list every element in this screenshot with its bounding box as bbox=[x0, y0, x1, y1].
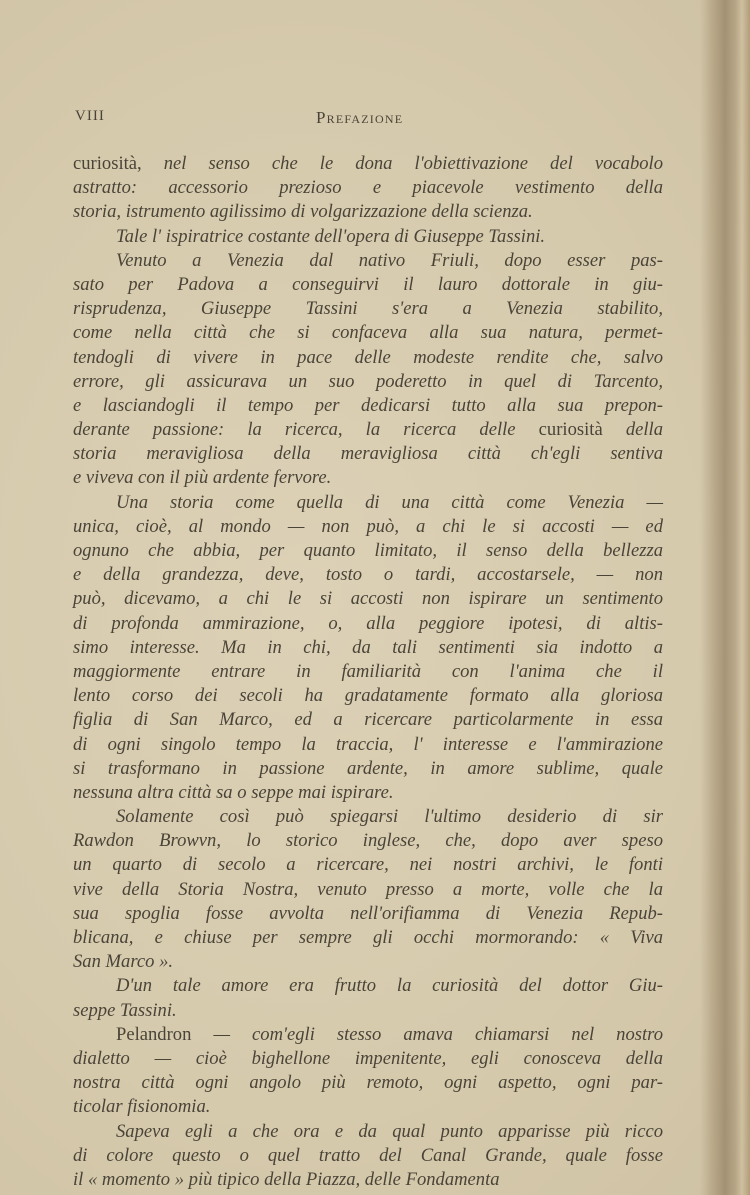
line-text: San Marco ». bbox=[73, 951, 174, 973]
line-text: ticolar fisionomia. bbox=[73, 1096, 211, 1118]
text-line bbox=[73, 829, 663, 853]
line-text: il « momento » più tipico della Piazza, delle Fondamenta bbox=[73, 1168, 500, 1190]
text-line bbox=[73, 152, 663, 176]
text-line bbox=[73, 297, 663, 321]
text-line bbox=[73, 176, 663, 200]
text-line bbox=[73, 1023, 663, 1047]
text-line bbox=[73, 708, 663, 732]
line-text: errore, gli assicurava un suo poderetto in quel di Tarcento, bbox=[73, 370, 663, 392]
text-line bbox=[73, 1047, 663, 1071]
text-line bbox=[73, 684, 663, 708]
running-head-title: Prefazione bbox=[316, 108, 404, 127]
text-line bbox=[73, 1071, 663, 1095]
text-line bbox=[73, 563, 663, 587]
line-text: di profonda ammirazione, o, alla peggiore ipotesi, di altis- bbox=[73, 612, 663, 634]
line-text: seppe Tassini. bbox=[73, 999, 177, 1021]
text-line bbox=[73, 442, 663, 466]
text-line bbox=[73, 539, 663, 563]
line-text: Una storia come quella di una città come Venezia — bbox=[116, 491, 663, 513]
text-line bbox=[73, 733, 663, 757]
text-line bbox=[73, 950, 663, 974]
line-text: astratto: accessorio prezioso e piacevole vestimento della bbox=[73, 177, 663, 199]
text-line bbox=[73, 273, 663, 297]
roman-word: Pelandron bbox=[116, 1023, 192, 1045]
text-line bbox=[73, 878, 663, 902]
line-text: D'un tale amore era frutto la curiosità del dottor Giu- bbox=[116, 975, 663, 997]
text-line bbox=[73, 902, 663, 926]
line-text: figlia di San Marco, ed a ricercare particolarmente in essa bbox=[73, 709, 663, 731]
line-text: Venuto a Venezia dal nativo Friuli, dopo esser pas- bbox=[116, 249, 663, 271]
text-line bbox=[73, 757, 663, 781]
line-text: e della grandezza, deve, tosto o tardi, accostarsele, — non bbox=[73, 564, 663, 586]
line-text: vive della Storia Nostra, venuto presso a morte, volle che la bbox=[73, 878, 663, 900]
text-line bbox=[73, 346, 663, 370]
text-line bbox=[73, 370, 663, 394]
text-line bbox=[73, 491, 663, 515]
roman-word: curiosità bbox=[538, 419, 603, 441]
text-line bbox=[73, 418, 663, 442]
text-line bbox=[73, 200, 663, 224]
text-line bbox=[73, 636, 663, 660]
line-text: Solamente così può spiegarsi l'ultimo desiderio di sir bbox=[116, 806, 663, 828]
line-text: ognuno che abbia, per quanto limitato, il senso della bellezza bbox=[73, 540, 663, 561]
line-text: della bbox=[602, 419, 664, 441]
line-text: derante passione: la ricerca, la ricerca delle bbox=[73, 419, 539, 441]
text-line bbox=[73, 466, 663, 490]
text-line bbox=[73, 515, 663, 539]
line-text: sua spoglia fosse avvolta nell'orifiamma di Venezia Repub- bbox=[73, 902, 663, 924]
text-line bbox=[73, 1120, 663, 1144]
running-head bbox=[0, 108, 750, 130]
line-text: sato per Padova a conseguirvi il lauro dottorale in giu- bbox=[73, 273, 663, 295]
body-text bbox=[73, 152, 663, 1192]
text-line bbox=[73, 1095, 663, 1119]
text-line bbox=[73, 1168, 663, 1192]
line-text: un quarto di secolo a ricercare, nei nostri archivi, le fonti bbox=[73, 854, 663, 876]
text-line bbox=[73, 1144, 663, 1168]
text-line bbox=[73, 974, 663, 998]
line-text: simo interesse. Ma in chi, da tali sentimenti sia indotto a bbox=[73, 636, 663, 658]
line-text: nel senso che le dona l'obiettivazione del vocabolo bbox=[141, 153, 663, 174]
line-text: di ogni singolo tempo la traccia, l' interesse e l'ammirazione bbox=[73, 733, 663, 755]
text-line bbox=[73, 321, 663, 345]
text-line bbox=[73, 805, 663, 829]
text-line bbox=[73, 587, 663, 611]
page-number: VIII bbox=[75, 108, 105, 124]
text-line bbox=[73, 999, 663, 1023]
line-text: blicana, e chiuse per sempre gli occhi mormorando: « Viva bbox=[73, 927, 663, 948]
line-text: storia, istrumento agilissimo di volgarizzazione della scienza. bbox=[73, 201, 533, 223]
text-line bbox=[73, 660, 663, 684]
line-text: Sapeva egli a che ora e da qual punto apparisse più ricco bbox=[116, 1120, 663, 1142]
text-line bbox=[73, 926, 663, 950]
text-line bbox=[73, 394, 663, 418]
roman-word: curiosità, bbox=[73, 153, 142, 174]
line-text: storia meravigliosa della meravigliosa città ch'egli sentiva bbox=[73, 443, 663, 465]
line-text: di colore questo o quel tratto del Canal Grande, quale fosse bbox=[73, 1144, 663, 1166]
line-text: e viveva con il più ardente fervore. bbox=[73, 467, 332, 489]
text-line bbox=[73, 249, 663, 273]
line-text: si trasformano in passione ardente, in amore sublime, quale bbox=[73, 757, 663, 779]
line-text: risprudenza, Giuseppe Tassini s'era a Venezia stabilito, bbox=[73, 298, 663, 320]
line-text: nostra città ogni angolo più remoto, ogni aspetto, ogni par- bbox=[73, 1072, 663, 1094]
text-line bbox=[73, 781, 663, 805]
line-text: e lasciandogli il tempo per dedicarsi tutto alla sua prepon- bbox=[73, 394, 663, 416]
text-line bbox=[73, 225, 663, 249]
text-line bbox=[73, 612, 663, 636]
text-line bbox=[73, 853, 663, 877]
line-text: nessuna altra città sa o seppe mai ispirare. bbox=[73, 781, 394, 803]
line-text: tendogli di vivere in pace delle modeste rendite che, salvo bbox=[73, 346, 663, 368]
line-text: lento corso dei secoli ha gradatamente formato alla gloriosa bbox=[73, 685, 663, 707]
line-text: — com'egli stesso amava chiamarsi nel nostro bbox=[191, 1023, 663, 1045]
line-text: come nella città che si confaceva alla sua natura, permet- bbox=[73, 322, 663, 344]
line-text: Tale l' ispiratrice costante dell'opera di Giuseppe Tassini. bbox=[116, 225, 546, 247]
line-text: Rawdon Browvn, lo storico inglese, che, dopo aver speso bbox=[73, 830, 663, 852]
line-text: maggiormente entrare in familiarità con l'anima che il bbox=[73, 660, 663, 682]
line-text: unica, cioè, al mondo — non può, a chi le si accosti — ed bbox=[73, 515, 663, 537]
line-text: può, dicevamo, a chi le si accosti non ispirare un sentimento bbox=[73, 588, 663, 610]
line-text: dialetto — cioè bighellone impenitente, egli conosceva della bbox=[73, 1047, 663, 1069]
